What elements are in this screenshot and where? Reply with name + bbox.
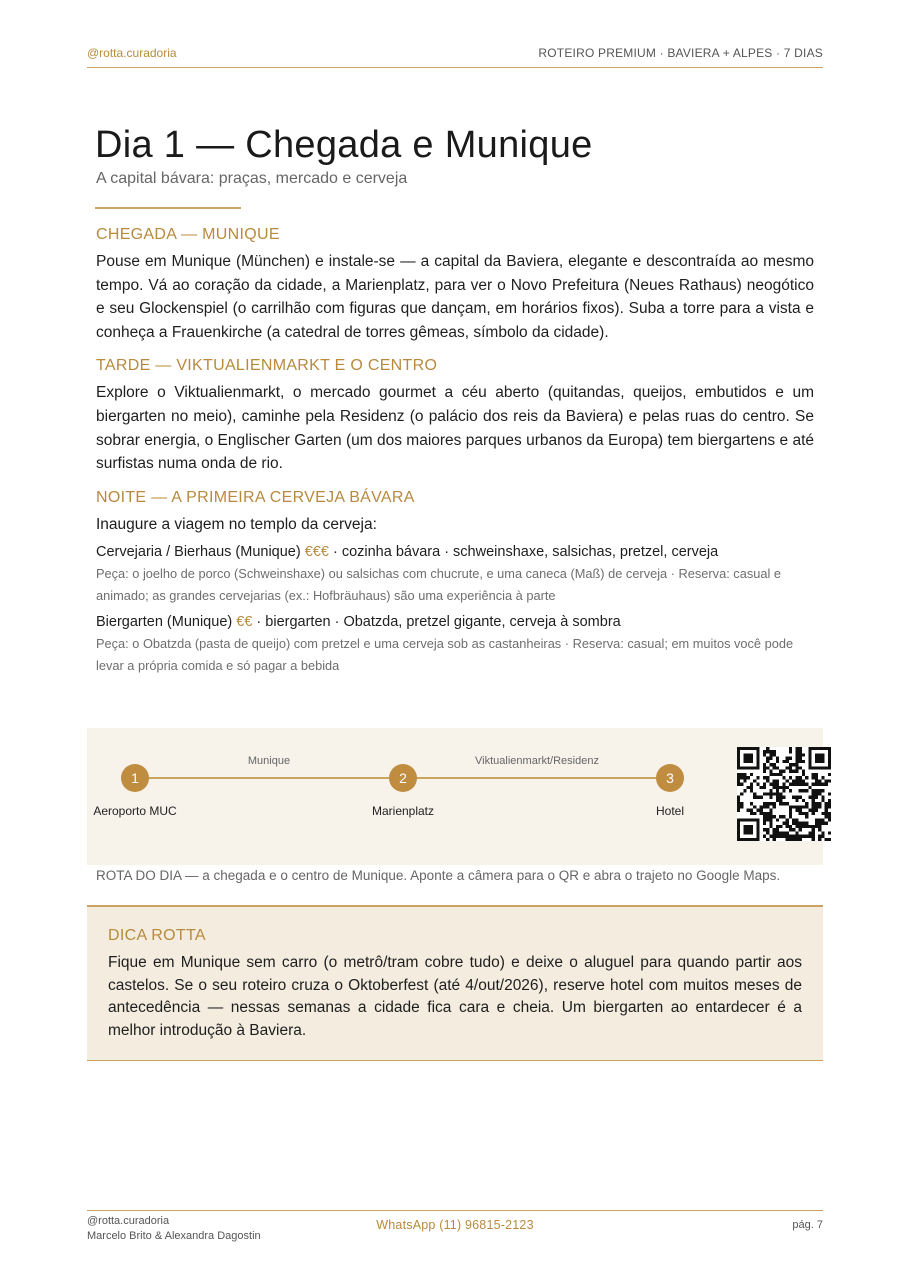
route-segment-label: Munique	[247, 755, 291, 767]
section-heading-night: NOITE — A PRIMEIRA CERVEJA BÁVARA	[96, 488, 415, 506]
footer-authors: Marcelo Brito & Alexandra Dagostin	[87, 1229, 261, 1242]
venue-note: Peça: o joelho de porco (Schweinshaxe) ou salsichas com chucrute, e uma caneca (Maß) de cerveja · Reserva: casual e animado; as grandes cervejarias (ex.: Hofbräuhaus) são uma experiência à parte	[96, 566, 781, 603]
section-text-afternoon: Explore o Viktualienmarkt, o mercado gourmet a céu aberto (quitandas, queijos, embutidos e um biergarten no meio), caminhe pela Residenz (o palácio dos reis da Baviera) e pelas ruas do centro. Se sobrar energia, o Englischer Garten (um dos maiores parques urbanos da Europa) tem biergartens e até surfistas numa onda de rio.	[96, 384, 814, 473]
venue-price: €€€	[304, 544, 329, 561]
day-title: Dia 1 — Chegada e Munique	[95, 124, 593, 166]
footer-brand: @rotta.curadoria	[87, 1215, 170, 1227]
venue-desc: · cozinha bávara · schweinshaxe, salsichas, pretzel, cerveja	[332, 544, 719, 561]
route-stop-label: Marienplatz	[371, 804, 435, 818]
route-stop-label: Aeroporto MUC	[93, 804, 177, 818]
venue-price: €€	[236, 614, 253, 631]
route-segment-label: Viktualienmarkt/Residenz	[475, 755, 599, 767]
section-text-night: Inaugure a viagem no templo da cerveja:	[96, 515, 377, 533]
page-header	[87, 46, 823, 68]
route-stop-label: Hotel	[655, 804, 685, 818]
day-subtitle: A capital bávara: praças, mercado e cerveja	[96, 170, 408, 187]
venue-desc: · biergarten · Obatzda, pretzel gigante, cerveja à sombra	[256, 614, 621, 631]
page-number: pág. 7	[792, 1219, 823, 1231]
section-text-arrival: Pouse em Munique (München) e instale-se — a capital da Baviera, elegante e descontraída ao mesmo tempo. Vá ao coração da cidade, a Marienplatz, para ver o Novo Prefeitura (Neues Rathaus) neogótico e seu Glockenspiel (o carrilhão com figuras que dançam, em horários fixos). Suba a torre para a vista e conheça a Frauenkirche (a catedral de torres gêmeas, símbolo da cidade).	[96, 253, 814, 341]
venue-item	[96, 542, 814, 606]
qr-code-icon[interactable]	[737, 747, 831, 841]
header-brand: @rotta.curadoria	[87, 46, 177, 60]
route-caption: ROTA DO DIA — a chegada e o centro de Munique. Aponte a câmera para o QR e abra o trajeto no Google Maps.	[96, 868, 781, 883]
venue-line	[96, 542, 814, 563]
header-doc-title: ROTEIRO PREMIUM · BAVIERA + ALPES · 7 DIAS	[538, 46, 823, 60]
venue-name: Cervejaria / Bierhaus (Munique)	[96, 544, 301, 561]
tip-box	[87, 905, 823, 1061]
route-stop-marker: 3	[656, 764, 684, 792]
title-divider	[95, 207, 241, 209]
footer-credits	[87, 1214, 261, 1243]
page-footer	[87, 1210, 823, 1243]
footer-contact: WhatsApp (11) 96815-2123	[376, 1218, 534, 1232]
route-map	[87, 728, 823, 865]
route-stop-marker: 1	[121, 764, 149, 792]
venue-item	[96, 612, 814, 676]
tip-heading: DICA ROTTA	[108, 927, 206, 944]
route-stop-marker: 2	[389, 764, 417, 792]
venue-line	[96, 612, 814, 633]
section-heading-arrival: CHEGADA — MUNIQUE	[96, 226, 280, 243]
day-content	[96, 226, 814, 676]
tip-text: Fique em Munique sem carro (o metrô/tram cobre tudo) e deixe o aluguel para quando partir aos castelos. Se o seu roteiro cruza o Oktoberfest (até 4/out/2026), reserve hotel com muitos meses de antecedência — nessas semanas a cidade fica cara e cheia. Um biergarten ao entardecer é a melhor introdução à Baviera.	[108, 954, 802, 1039]
venue-name: Biergarten (Munique)	[96, 614, 233, 631]
venue-note: Peça: o Obatzda (pasta de queijo) com pretzel e uma cerveja sob as castanheiras · Reserva: casual; em muitos você pode levar a própria comida e só pagar a bebida	[96, 636, 794, 673]
section-heading-afternoon: TARDE — VIKTUALIENMARKT E O CENTRO	[96, 357, 438, 375]
